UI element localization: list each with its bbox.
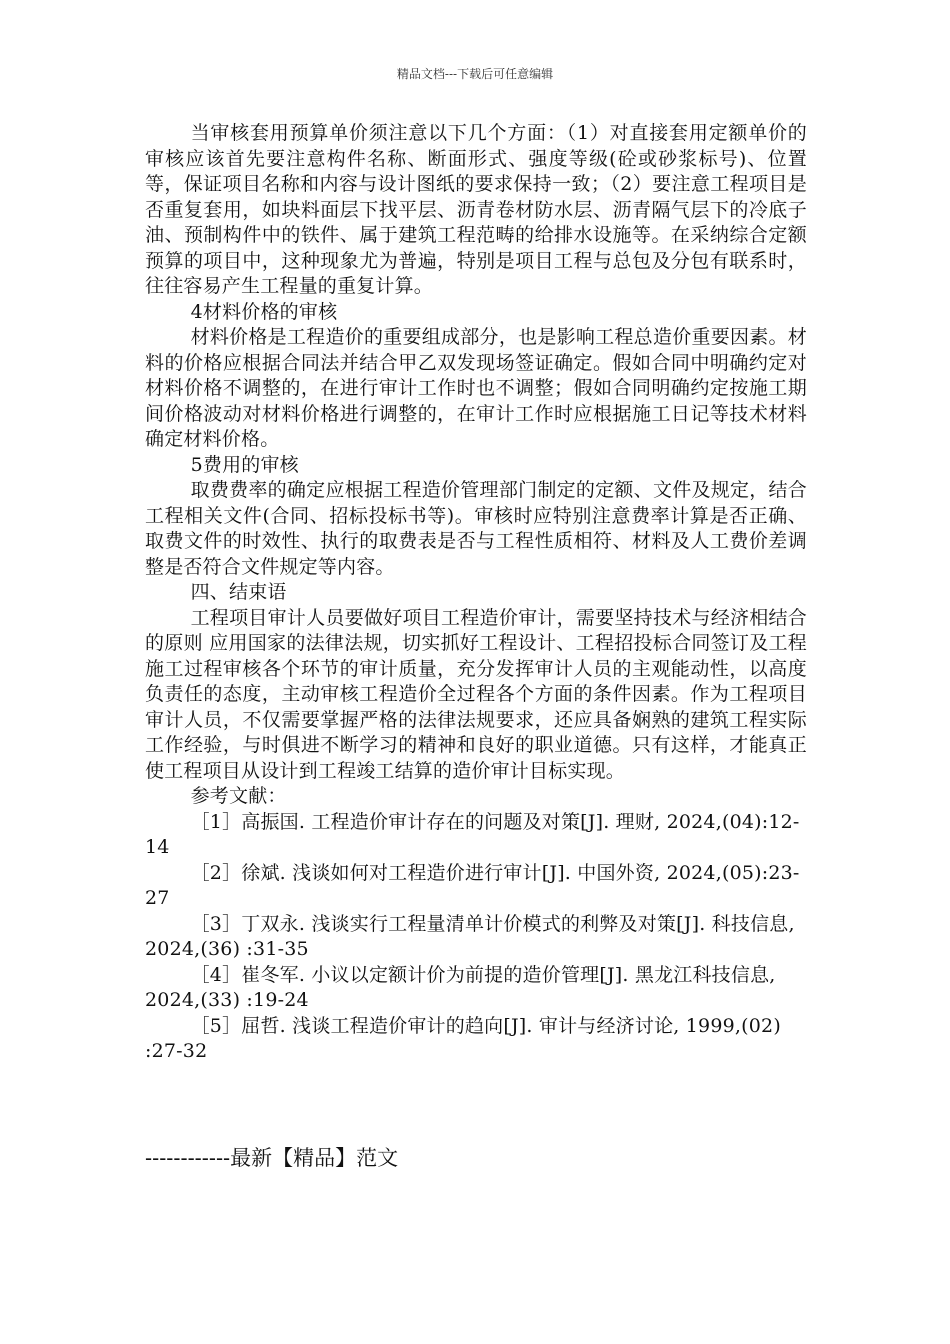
reference-item: ［2］徐斌. 浅谈如何对工程造价进行审计[J]. 中国外资, 2024,(05):23-27 xyxy=(145,861,800,909)
page-header: 精品文档---下载后可任意编辑 xyxy=(396,67,554,81)
reference-item: ［4］崔冬军. 小议以定额计价为前提的造价管理[J]. 黑龙江科技信息, 2024,(33) :19-24 xyxy=(145,963,776,1011)
paragraph-quota-review: 当审核套用预算单价须注意以下几个方面：（1）对直接套用定额单价的审核应该首先要注意构件名称、断面形式、强度等级(砼或砂浆标号)、位置等，保证项目名称和内容与设计图纸的要求保持一致；（2）要注意工程项目是否重复套用，如块料面层下找平层、沥青卷材防水层、沥青隔气层下的冷底子油、预制构件中的铁件、属于建筑工程范畴的给排水设施等。在采纳综合定额预算的项目中，这种现象尤为普遍，特别是项目工程与总包及分包有联系时，往往容易产生工程量的重复计算。 xyxy=(145,122,807,297)
paragraph-conclusion: 工程项目审计人员要做好项目工程造价审计，需要坚持技术与经济相结合的原则 应用国家的法律法规，切实抓好工程设计、工程招投标合同签订及工程施工过程审核各个环节的审计质量，充分发挥审计人员的主观能动性，以高度负责任的态度，主动审核工程造价全过程各个方面的条件因素。作为工程项目审计人员，不仅需要掌握严格的法律法规要求，还应具备娴熟的建筑工程实际工作经验，与时俱进不断学习的精神和良好的职业道德。只有这样，才能真正使工程项目从设计到工程竣工结算的造价审计目标实现。 xyxy=(145,606,807,782)
reference-item: ［3］丁双永. 浅谈实行工程量清单计价模式的利弊及对策[J]. 科技信息, 2024,(36) :31-35 xyxy=(145,912,795,960)
document-body xyxy=(145,121,807,1065)
reference-item: ［1］高振国. 工程造价审计存在的问题及对策[J]. 理财, 2024,(04):12-14 xyxy=(145,810,800,858)
paragraph-material-price: 材料价格是工程造价的重要组成部分，也是影响工程总造价重要因素。材料的价格应根据合同法并结合甲乙双发现场签证确定。假如合同中明确约定对材料价格不调整的，在进行审计工作时也不调整；假如合同明确约定按施工期间价格波动对材料价格进行调整的，在审计工作时应根据施工日记等技术材料确定材料价格。 xyxy=(145,326,807,450)
references-heading: 参考文献： xyxy=(190,785,287,807)
reference-item: ［5］屈哲. 浅谈工程造价审计的趋向[J]. 审计与经济讨论, 1999,(02) :27-32 xyxy=(145,1014,781,1062)
page-footer: ------------最新【精品】范文 xyxy=(145,1146,399,1170)
section-heading-fee-review: 5费用的审核 xyxy=(190,453,299,476)
section-heading-conclusion: 四、结束语 xyxy=(190,581,287,603)
paragraph-fee-review: 取费费率的确定应根据工程造价管理部门制定的定额、文件及规定，结合工程相关文件(合同、招标投标书等)。审核时应特别注意费率计算是否正确、取费文件的时效性、执行的取费表是否与工程性质相符、材料及人工费价差调整是否符合文件规定等内容。 xyxy=(145,479,807,578)
section-heading-material-price: 4材料价格的审核 xyxy=(190,300,338,323)
